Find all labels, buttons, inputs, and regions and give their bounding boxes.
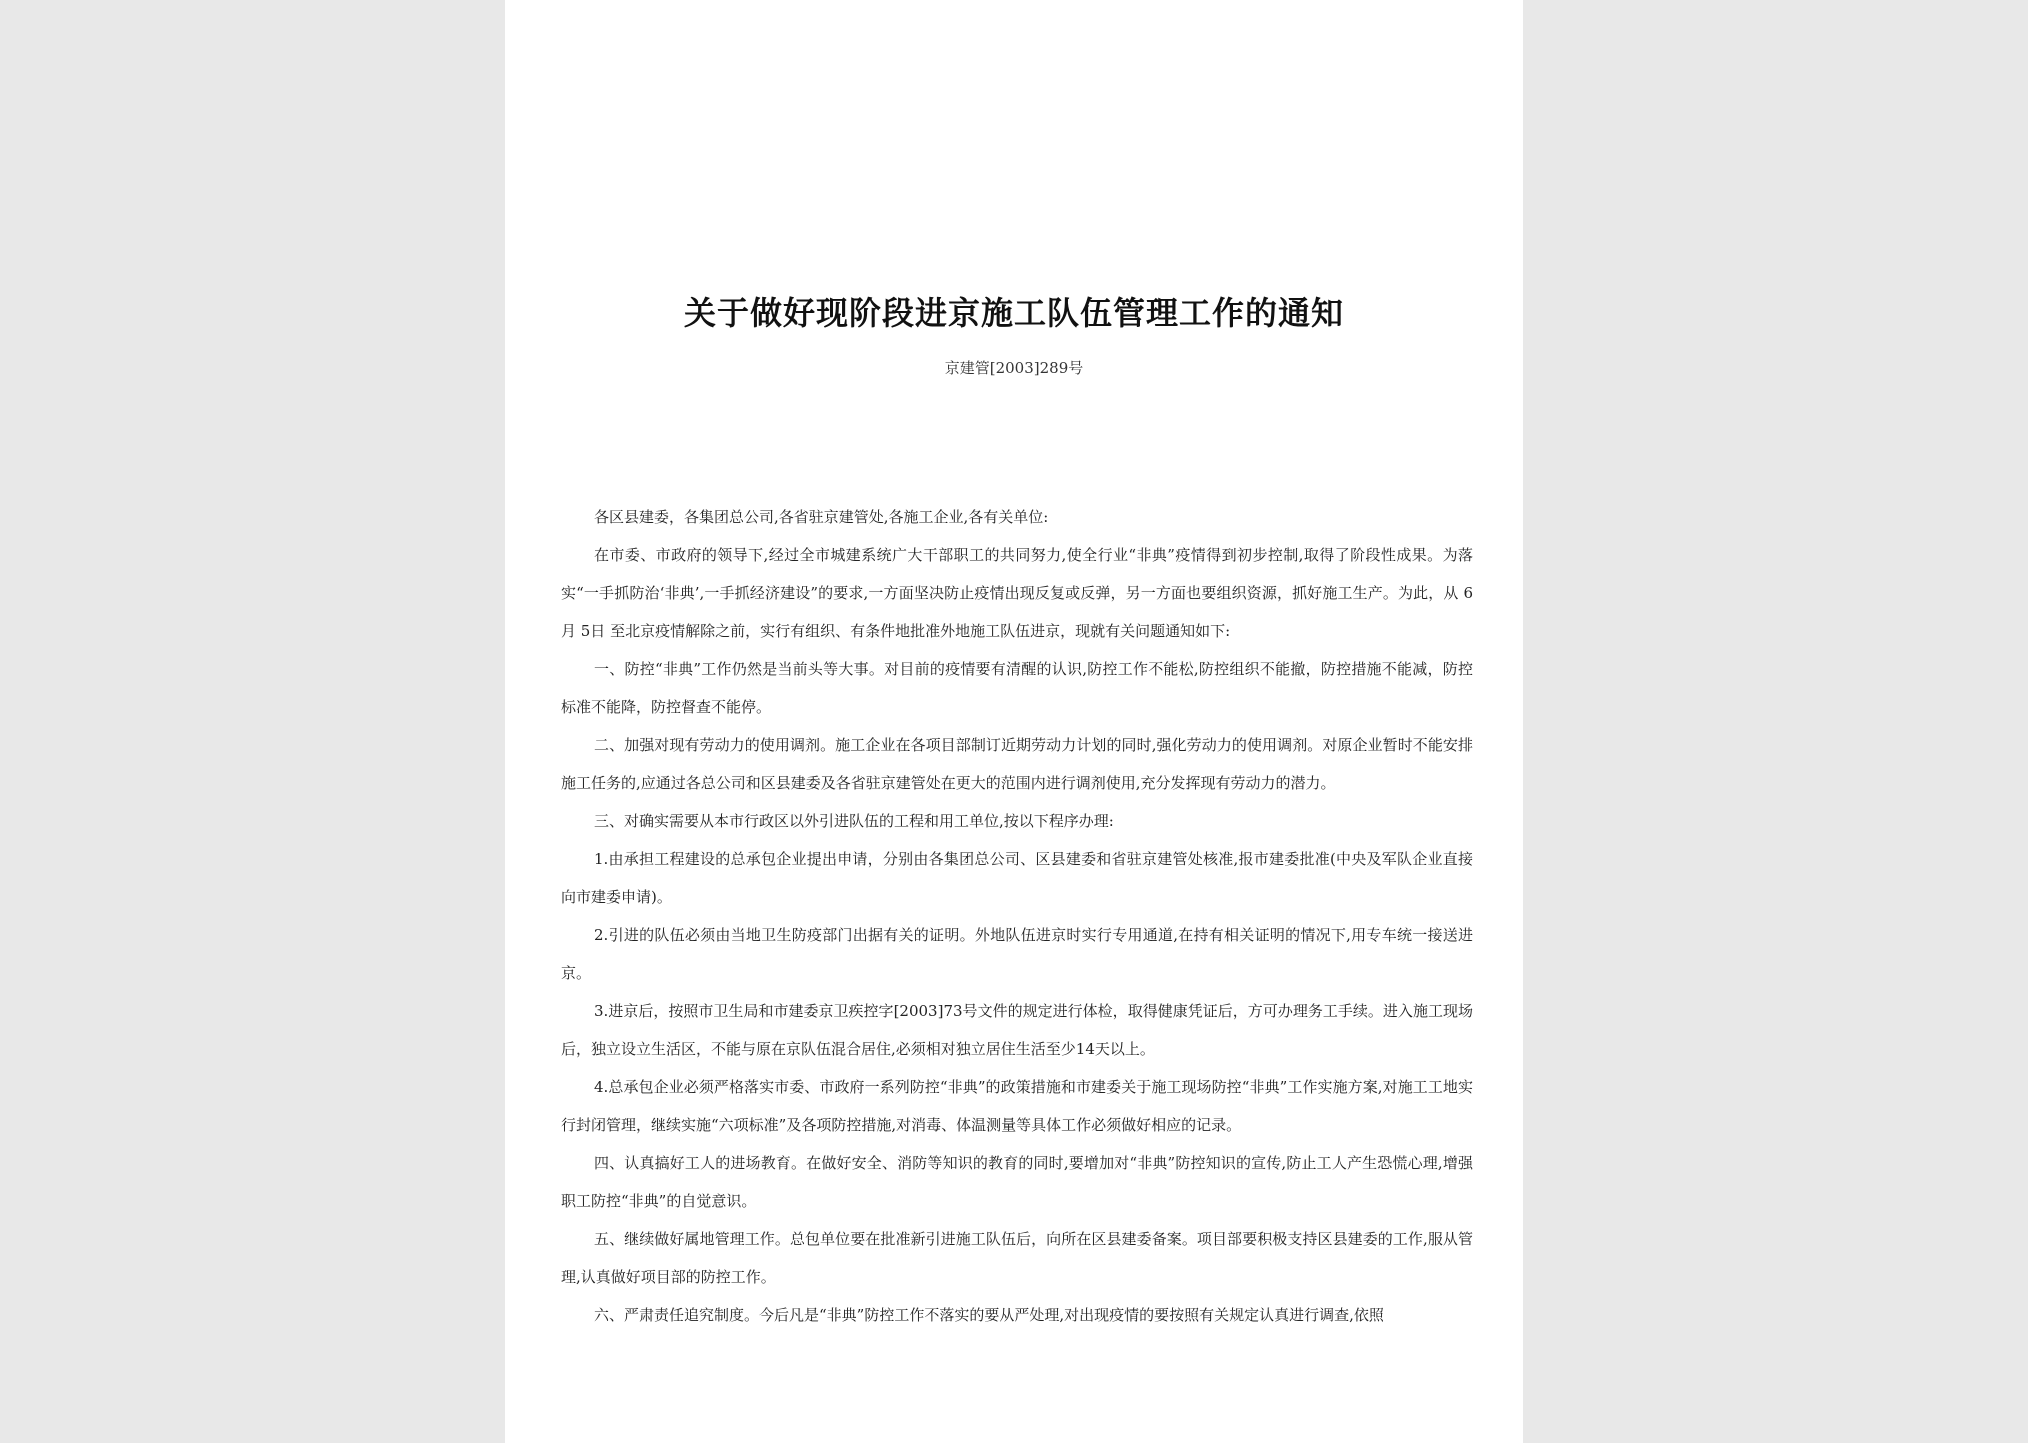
paragraph-intro: 在市委、市政府的领导下,经过全市城建系统广大干部职工的共同努力,使全行业“非典”疫情得到初步控制,取得了阶段性成果。为落实“一手抓防治‘非典’,一手抓经济建设”的要求,一方面坚决防止疫情出现反复或反弹，另一方面也要组织资源，抓好施工生产。为此，从 6月 5日 至北京疫情解除之前，实行有组织、有条件地批准外地施工队伍进京，现就有关问题通知如下:	[561, 546, 1473, 640]
paragraph-item-3: 三、对确实需要从本市行政区以外引进队伍的工程和用工单位,按以下程序办理:	[594, 812, 1114, 830]
paragraph-item-5: 五、继续做好属地管理工作。总包单位要在批准新引进施工队伍后，向所在区县建委备案。项目部要积极支持区县建委的工作,服从管理,认真做好项目部的防控工作。	[561, 1230, 1473, 1286]
document-body	[561, 498, 1473, 1334]
paragraph-salutation: 各区县建委，各集团总公司,各省驻京建管处,各施工企业,各有关单位:	[594, 508, 1049, 526]
document-title: 关于做好现阶段进京施工队伍管理工作的通知	[683, 294, 1344, 332]
document-page	[505, 0, 1523, 1443]
paragraph-item-2: 二、加强对现有劳动力的使用调剂。施工企业在各项目部制订近期劳动力计划的同时,强化劳动力的使用调剂。对原企业暂时不能安排施工任务的,应通过各总公司和区县建委及各省驻京建管处在更大的范围内进行调剂使用,充分发挥现有劳动力的潜力。	[561, 736, 1473, 792]
document-number: 京建管[2003]289号	[944, 359, 1084, 377]
paragraph-item-6: 六、严肃责任追究制度。今后凡是“非典”防控工作不落实的要从严处理,对出现疫情的要按照有关规定认真进行调查,依照	[594, 1306, 1384, 1324]
paragraph-item-3-1: 1.由承担工程建设的总承包企业提出申请，分别由各集团总公司、区县建委和省驻京建管处核准,报市建委批准(中央及军队企业直接向市建委申请)。	[561, 850, 1473, 906]
paragraph-item-3-4: 4.总承包企业必须严格落实市委、市政府一系列防控“非典”的政策措施和市建委关于施工现场防控“非典”工作实施方案,对施工工地实行封闭管理，继续实施“六项标准”及各项防控措施,对消毒、体温测量等具体工作必须做好相应的记录。	[561, 1078, 1473, 1134]
paragraph-item-4: 四、认真搞好工人的进场教育。在做好安全、消防等知识的教育的同时,要增加对“非典”防控知识的宣传,防止工人产生恐慌心理,增强职工防控“非典”的自觉意识。	[561, 1154, 1473, 1210]
paragraph-item-3-2: 2.引进的队伍必须由当地卫生防疫部门出据有关的证明。外地队伍进京时实行专用通道,在持有相关证明的情况下,用专车统一接送进京。	[561, 926, 1473, 982]
paragraph-item-1: 一、防控“非典”工作仍然是当前头等大事。对目前的疫情要有清醒的认识,防控工作不能松,防控组织不能撤，防控措施不能减，防控标准不能降，防控督查不能停。	[561, 660, 1473, 716]
paragraph-item-3-3: 3.进京后，按照市卫生局和市建委京卫疾控字[2003]73号文件的规定进行体检，取得健康凭证后，方可办理务工手续。进入施工现场后，独立设立生活区，不能与原在京队伍混合居住,必须相对独立居住生活至少14天以上。	[561, 1002, 1473, 1058]
